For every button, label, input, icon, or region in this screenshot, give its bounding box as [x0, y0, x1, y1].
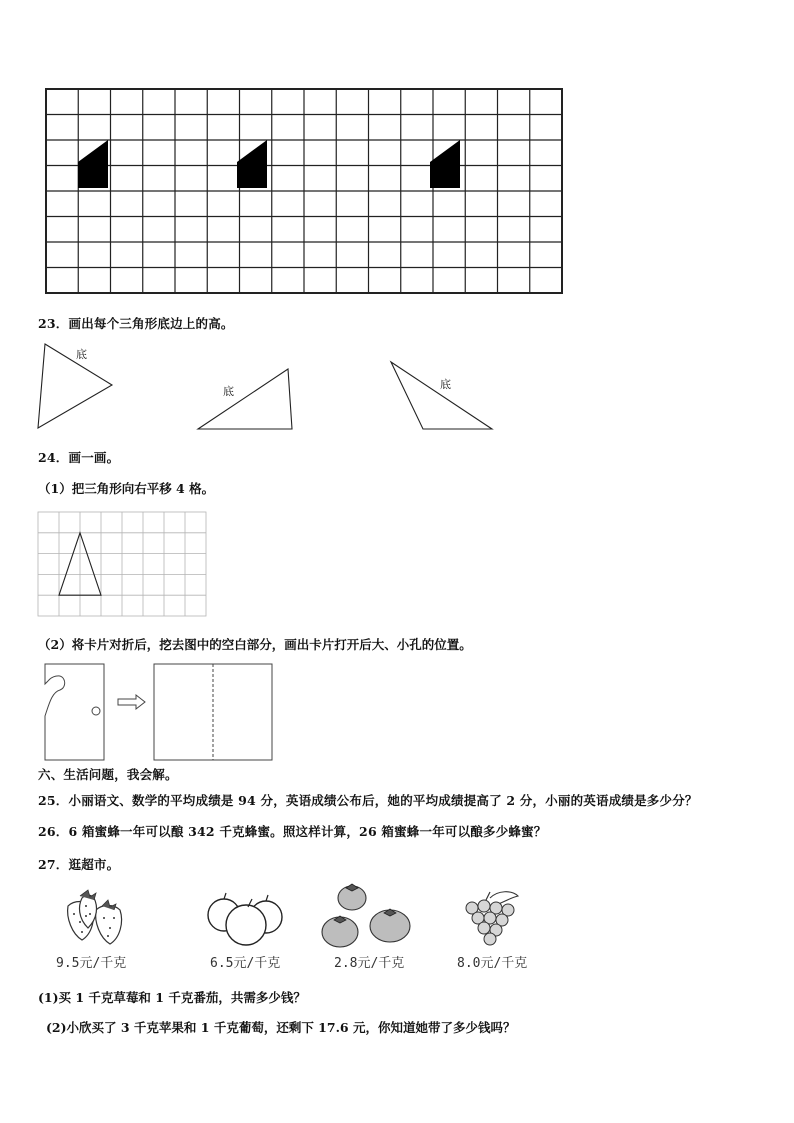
top-grid-figure: [40, 84, 570, 298]
question-23: 23．画出每个三角形底边上的高。: [38, 316, 234, 331]
price-strawberry: 9.5元/千克: [56, 956, 127, 971]
translation-grid: [36, 510, 210, 618]
base-label-1: 底: [76, 348, 87, 361]
question-26: 26．6 箱蜜蜂一年可以酿 342 千克蜂蜜。照这样计算，26 箱蜜蜂一年可以酿多少蜂蜜？: [38, 824, 547, 839]
triangle-3: [391, 362, 492, 429]
card-folding-figure: [40, 660, 280, 764]
tomato-icon: [318, 882, 414, 950]
price-tomato: 2.8元/千克: [334, 956, 405, 971]
black-shape-2: [237, 140, 267, 188]
arrow-icon: [118, 695, 145, 709]
grape-icon: [460, 888, 524, 950]
question-24-part-2: （2）将卡片对折后，挖去图中的空白部分，画出卡片打开后大、小孔的位置。: [38, 637, 472, 652]
question-27-part-1: (1)买 1 千克草莓和 1 千克番茄，共需多少钱？: [38, 990, 306, 1005]
price-apple: 6.5元/千克: [210, 956, 281, 971]
question-27: 27．逛超市。: [38, 857, 120, 872]
question-24-part-1: （1）把三角形向右平移 4 格。: [38, 481, 215, 496]
apple-icon: [204, 891, 288, 949]
black-shape-1: [78, 140, 108, 188]
question-27-part-2: (2)小欣买了 3 千克苹果和 1 千克葡萄，还剩下 17.6 元，你知道她带了多少钱吗？: [46, 1020, 516, 1035]
section-6-heading: 六、生活问题，我会解。: [38, 767, 178, 782]
triangle-2: [198, 369, 292, 429]
question-24: 24．画一画。: [38, 450, 120, 465]
base-label-3: 底: [440, 378, 451, 391]
price-grape: 8.0元/千克: [457, 956, 528, 971]
small-hole: [92, 707, 100, 715]
triangles-figure: [30, 340, 510, 436]
black-shape-3: [430, 140, 460, 188]
strawberry-icon: [62, 888, 130, 948]
question-25: 25．小丽语文、数学的平均成绩是 94 分，英语成绩公布后，她的平均成绩提高了 2 分，小丽的英语成绩是多少分？: [38, 793, 698, 808]
base-label-2: 底: [223, 385, 234, 398]
triangle-1: [38, 344, 112, 428]
